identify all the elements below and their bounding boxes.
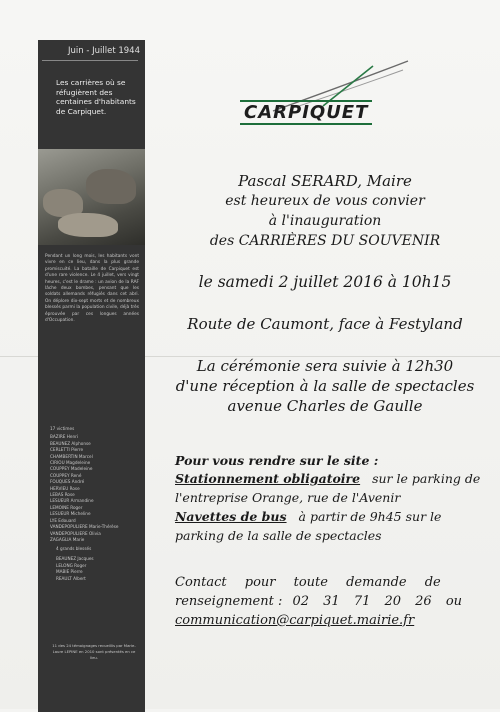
victims-list — [50, 426, 140, 543]
sidebar-intro: Les carrières où se réfugièrent des centaines d'habitants de Carpiquet. — [56, 78, 136, 116]
sidebar-title: Juin - Juillet 1944 — [68, 46, 140, 56]
sidebar-paragraph: Pendant un long mois, les habitants vont vivre en ce lieu, dans la plus grande promiscuité. La bataille de Carpiquet est d'une rare violence. Le 4 juillet, vers vingt heures, c'est le drame : un avion de la RAF lâche deux bombes, pensant que les soldats allemands réfugiés dans cet abri. On déplore dix-sept morts et de nombreux blessés parmi la population civile, déjà très éprouvée par ces longues années d'Occupation. — [45, 254, 139, 324]
access-heading: Pour vous rendre sur le site : — [175, 453, 379, 468]
invite-line-3: à l'inauguration — [268, 213, 382, 229]
name-item: FOUQUES André — [50, 479, 85, 485]
name-item: CERLETTI Pierre — [50, 447, 84, 453]
event-location: Route de Caumont, face à Festyland — [187, 315, 463, 333]
quarry-photo — [38, 149, 145, 245]
parking-label: Stationnement obligatoire — [175, 471, 361, 486]
invite-line-4: des CARRIÈRES DU SOUVENIR — [209, 233, 441, 249]
name-item: LESUEUR Micheline — [50, 511, 91, 517]
name-item: REAULT Albert — [56, 575, 86, 581]
name-item: CIRIOU Magdeleine — [50, 460, 91, 466]
victims-heading: 17 victimes — [50, 426, 75, 431]
invite-line-2: est heureux de vous convier — [225, 193, 425, 209]
contact-phone: 02 31 71 20 26 ou — [292, 594, 463, 609]
name-item: MABIE Pierre — [56, 569, 83, 575]
name-item: VANDEPOPULIERE Olivia — [50, 530, 101, 536]
parking-text-1: sur le parking de — [372, 471, 481, 486]
contact-email-link[interactable]: communication@carpiquet.mairie.fr — [175, 613, 415, 628]
name-item: BEAUNEZ Alphonse — [50, 440, 91, 446]
contact-line-1: Contact pour toute demande de — [175, 575, 441, 590]
contact-label: renseignement : — [175, 594, 283, 609]
name-item: ZAGAGLIA Marie — [50, 536, 85, 542]
name-item: CHAMBERTIN Marcel — [50, 453, 93, 459]
sidebar-divider — [42, 60, 138, 61]
shuttle-line-2: parking de la salle de spectacles — [175, 528, 382, 543]
sidebar-footnote: 11 des 24 témoignages recueillis par Marie-Laure LEPINE en 2010 sont présentés en ce lieu. — [52, 643, 136, 660]
name-item: VANDEPOPULIERE Marie-Thérèse — [50, 524, 119, 530]
name-item: LYE Edouard — [50, 517, 76, 523]
wounded-list — [56, 546, 140, 582]
parking-line-1 — [175, 471, 480, 486]
name-item: LEMOINE Roger — [50, 504, 83, 510]
name-item: COUPPEY Madeleine — [50, 466, 93, 472]
name-item: COUPPEY René — [50, 472, 82, 478]
name-item: LEBAS Rose — [50, 492, 75, 498]
host-line: Pascal SERARD, Maire — [238, 172, 412, 190]
name-item: BAZIRE Henri — [50, 434, 78, 440]
reception-line-1: La cérémonie sera suivie à 12h30 — [196, 357, 454, 375]
shuttle-line-1 — [175, 509, 441, 524]
reception-line-2: d'une réception à la salle de spectacles — [175, 377, 475, 395]
name-item: LESUEUR Armandine — [50, 498, 94, 504]
reception-line-3: avenue Charles de Gaulle — [227, 397, 423, 415]
parking-line-2: l'entreprise Orange, rue de l'Avenir — [175, 490, 401, 505]
event-date: le samedi 2 juillet 2016 à 10h15 — [198, 273, 452, 291]
carpiquet-logo-text: CARPIQUET — [240, 100, 372, 125]
shuttle-text-1: à partir de 9h45 sur le — [298, 509, 442, 524]
wounded-heading: 4 grands blessés — [56, 546, 92, 551]
name-item: LELONG Roger — [56, 562, 87, 568]
name-item: BEAUNEZ Jacques — [56, 556, 94, 562]
contact-line-2 — [175, 594, 462, 609]
history-sidebar — [38, 40, 145, 712]
name-item: HERVIEU Rose — [50, 485, 80, 491]
shuttle-label: Navettes de bus — [175, 509, 287, 524]
